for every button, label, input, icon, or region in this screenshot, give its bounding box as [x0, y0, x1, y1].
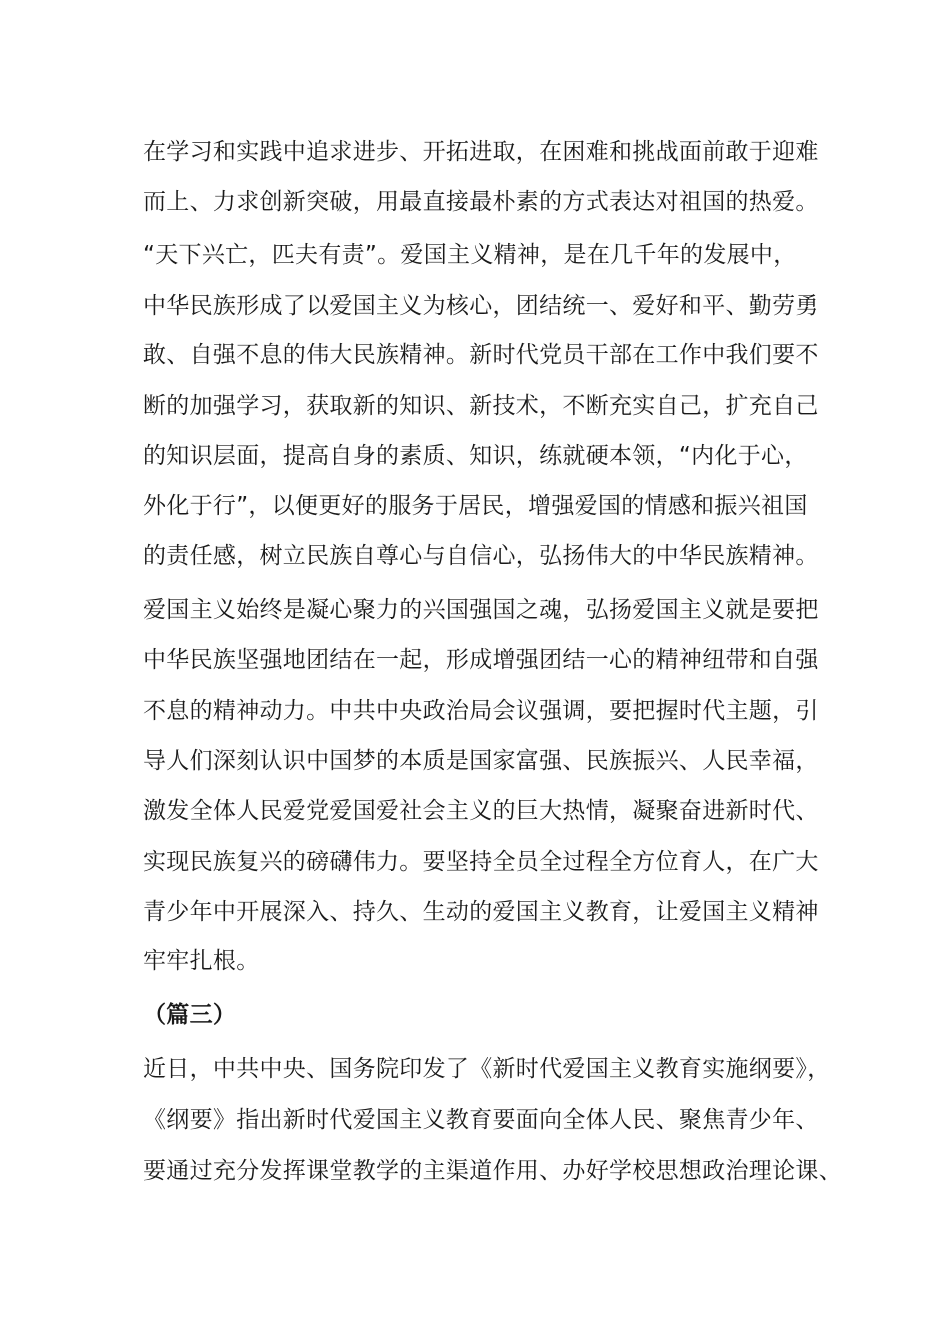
text-line: 爱国主义始终是凝心聚力的兴国强国之魂，弘扬爱国主义就是要把 — [143, 597, 819, 623]
text-line: 导人们深刻认识中国梦的本质是国家富强、民族振兴、人民幸福， — [143, 748, 819, 774]
text-line: 不息的精神动力。中共中央政治局会议强调，要把握时代主题，引 — [143, 698, 819, 724]
text-line: 断的加强学习，获取新的知识、新技术，不断充实自己，扩充自己 — [143, 393, 819, 419]
text-line: 中华民族坚强地团结在一起，形成增强团结一心的精神纽带和自强 — [143, 647, 819, 673]
text-line: 《纲要》指出新时代爱国主义教育要面向全体人民、聚焦青少年、 — [143, 1107, 819, 1133]
text-line: 牢牢扎根。 — [143, 948, 260, 974]
text-line: 中华民族形成了以爱国主义为核心，团结统一、爱好和平、勤劳勇 — [143, 293, 819, 319]
text-line: 在学习和实践中追求进步、开拓进取，在困难和挑战面前敢于迎难 — [143, 139, 819, 165]
section-heading: （篇三） — [143, 1002, 237, 1028]
text-line: 敢、自强不息的伟大民族精神。新时代党员干部在工作中我们要不 — [143, 342, 819, 368]
text-line: 的知识层面，提高自身的素质、知识，练就硬本领，“内化于心， — [143, 443, 808, 469]
text-line: 青少年中开展深入、持久、生动的爱国主义教育，让爱国主义精神 — [143, 899, 819, 925]
text-line: 外化于行”，以便更好的服务于居民，增强爱国的情感和振兴祖国 — [143, 493, 808, 519]
text-line: 实现民族复兴的磅礴伟力。要坚持全员全过程全方位育人，在广大 — [143, 849, 819, 875]
text-line: 要通过充分发挥课堂教学的主渠道作用、办好学校思想政治理论课、 — [143, 1158, 842, 1184]
text-line: 激发全体人民爱党爱国爱社会主义的巨大热情，凝聚奋进新时代、 — [143, 798, 819, 824]
text-line: “天下兴亡，匹夫有责”。爱国主义精神，是在几千年的发展中， — [143, 242, 797, 268]
text-line: 近日，中共中央、国务院印发了《新时代爱国主义教育实施纲要》， — [143, 1056, 831, 1082]
text-line: 的责任感，树立民族自尊心与自信心，弘扬伟大的中华民族精神。 — [143, 543, 819, 569]
text-line: 而上、力求创新突破，用最直接最朴素的方式表达对祖国的热爱。 — [143, 189, 819, 215]
